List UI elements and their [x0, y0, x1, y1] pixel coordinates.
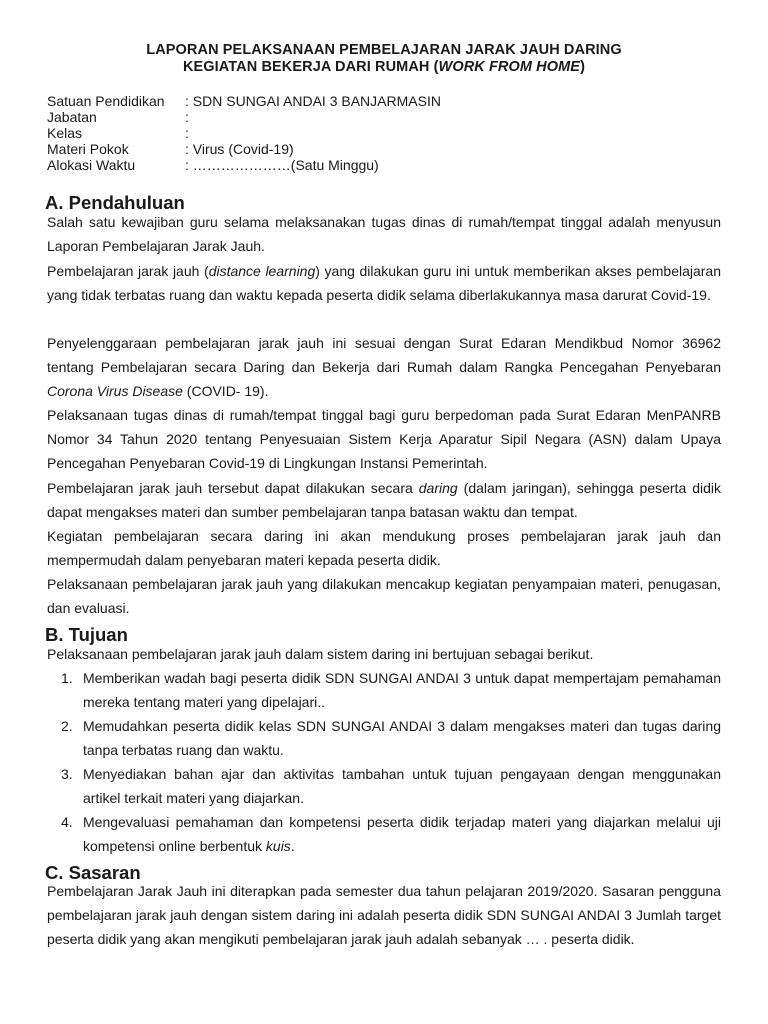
section-a-paragraph-4: Pelaksanaan tugas dinas di rumah/tempat tinggal bagi guru berpedoman pada Surat Edaran MenPANRB Nomor 34 Tahun 2020 tentang Penyesuaian Sistem Kerja Aparatur Sipil Negara (ASN) dalam Upaya Pencegahan Penyebaran Covid-19 di Lingkungan Instansi Pemerintah. [47, 407, 721, 471]
section-a-paragraph-1: Salah satu kewajiban guru selama melaksanakan tugas dinas di rumah/tempat tinggal adalah menyusun Laporan Pembelajaran Jarak Jauh. [47, 214, 721, 254]
section-c-paragraph-1: Pembelajaran Jarak Jauh ini diterapkan pada semester dua tahun pelajaran 2019/2020. Sasaran pengguna pembelajaran jarak jauh dengan sistem daring ini adalah peserta didik SDN SUNGAI ANDAI 3 Jumlah target peserta didik yang akan mengikuti pembelajaran jarak jauh adalah sebanyak … . peserta didik. [47, 883, 721, 947]
report-title: LAPORAN PELAKSANAAN PEMBELAJARAN JARAK JAUH DARING [146, 42, 622, 58]
list-item: 2. Memudahkan peserta didik kelas SDN SUNGAI ANDAI 3 dalam mengakses materi dan tugas daring tanpa terbatas ruang dan waktu. [61, 718, 721, 758]
section-a-paragraph-2: Pembelajaran jarak jauh (distance learning) yang dilakukan guru ini untuk memberikan akses pembelajaran yang tidak terbatas ruang dan waktu kepada peserta didik selama diberlakukannya masa darurat Covid-19. [47, 263, 722, 303]
list-item: 4. Mengevaluasi pemahaman dan kompetensi peserta didik terjadap materi yang diajarkan melalui uji kompetensi online berbentuk kuis. [61, 814, 721, 854]
meta-row-alokasi: Alokasi Waktu : …………………(Satu Minggu) [47, 157, 379, 173]
meta-row-kelas: Kelas : [47, 125, 189, 141]
section-a-paragraph-6: Kegiatan pembelajaran secara daring ini akan mendukung proses pembelajaran jarak jauh dan mempermudah dalam penyebaran materi kepada peserta didik. [47, 528, 721, 568]
list-item: 1. Memberikan wadah bagi peserta didik SDN SUNGAI ANDAI 3 untuk dapat mempertajam pemahaman mereka tentang materi yang dipelajari.. [61, 670, 721, 710]
meta-row-satuan: Satuan Pendidikan : SDN SUNGAI ANDAI 3 BANJARMASIN [47, 93, 441, 109]
section-b-heading: B. Tujuan [45, 624, 128, 645]
section-a-paragraph-5: Pembelajaran jarak jauh tersebut dapat dilakukan secara daring (dalam jaringan), sehingga peserta didik dapat mengakses materi dan sumber pembelajaran tanpa batasan waktu dan tempat. [47, 480, 721, 520]
list-item: 3. Menyediakan bahan ajar dan aktivitas tambahan untuk tujuan pengayaan dengan menggunakan artikel terkait materi yang diajarkan. [61, 766, 721, 806]
section-a-paragraph-7: Pelaksanaan pembelajaran jarak jauh yang dilakukan mencakup kegiatan penyampaian materi, penugasan, dan evaluasi. [47, 576, 721, 616]
section-c-heading: C. Sasaran [45, 862, 141, 883]
section-b-intro: Pelaksanaan pembelajaran jarak jauh dalam sistem daring ini bertujuan sebagai berikut. [47, 646, 594, 662]
meta-row-jabatan: Jabatan : [47, 109, 189, 125]
section-a-paragraph-3: Penyelenggaraan pembelajaran jarak jauh ini sesuai dengan Surat Edaran Mendikbud Nomor 36962 tentang Pembelajaran secara Daring dan Bekerja dari Rumah dalam Rangka Pencegahan Penyebaran Corona Virus Disease (COVID- 19). [47, 335, 721, 399]
meta-row-materi: Materi Pokok : Virus (Covid-19) [47, 141, 294, 157]
section-a-heading: A. Pendahuluan [45, 192, 185, 213]
report-subtitle: KEGIATAN BEKERJA DARI RUMAH (WORK FROM HOME) [182, 59, 586, 75]
